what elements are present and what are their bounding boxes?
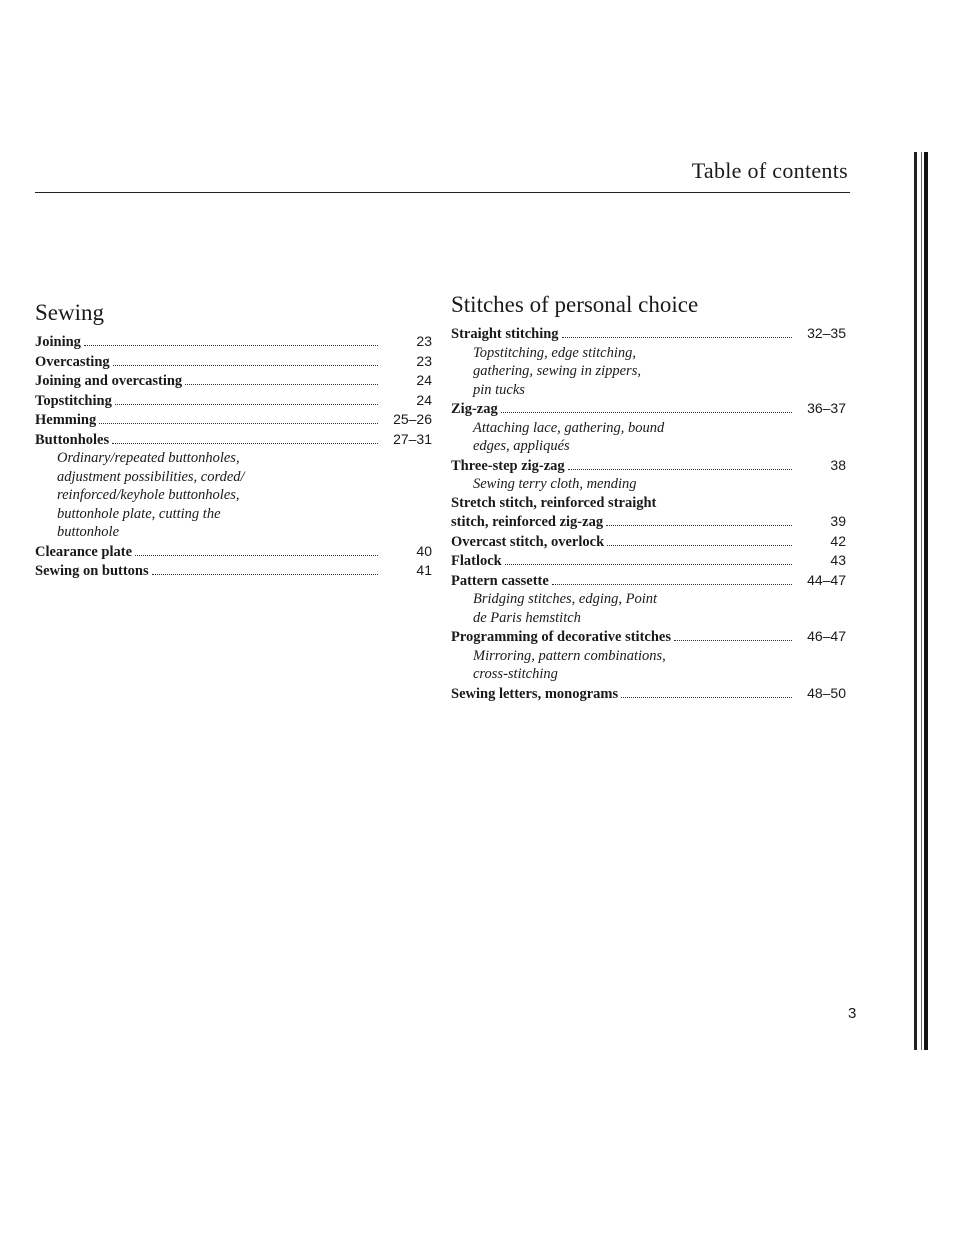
toc-entry-joining-and-overcasting: [35, 371, 432, 391]
toc-entry-topstitching: [35, 391, 432, 411]
toc-entry-hemming: [35, 410, 432, 430]
toc-entry-label: Joining and overcasting: [35, 373, 183, 389]
toc-entry-label: Straight stitching: [451, 326, 559, 342]
toc-entry-label: Hemming: [35, 412, 97, 428]
dot-leader: [552, 584, 792, 585]
toc-entry-page: 32–35: [807, 325, 846, 341]
description-line: Sewing terry cloth, mending: [473, 476, 637, 492]
dot-leader: [621, 697, 792, 698]
toc-entry-pattern-cassette: [451, 571, 846, 591]
toc-entry-page: 44–47: [807, 571, 846, 588]
toc-entry-label: Flatlock: [451, 553, 502, 569]
dot-leader: [505, 564, 792, 565]
dot-leader: [674, 640, 792, 641]
toc-entry-straight-stitching: [451, 324, 846, 344]
toc-entry-page: 38: [830, 456, 846, 473]
toc-entry-label: Zig-zag: [451, 401, 498, 417]
toc-entry-clearance-plate: [35, 542, 432, 562]
toc-entry-page: 23: [416, 352, 432, 369]
description-line: edges, appliqués: [473, 438, 570, 454]
toc-entry-page: 39: [830, 513, 846, 529]
toc-entry-programming-decorative-stitches: [451, 627, 846, 647]
dot-leader: [501, 412, 792, 413]
description-line: Ordinary/repeated buttonholes,: [57, 450, 240, 466]
toc-entry-label: Buttonholes: [35, 431, 110, 448]
dot-leader: [152, 574, 378, 575]
toc-entry-description: [35, 449, 432, 542]
toc-entry-description: [451, 475, 846, 494]
dot-leader: [112, 443, 378, 444]
toc-entry-zig-zag: [451, 399, 846, 419]
toc-entry-label: Three-step zig-zag: [451, 457, 565, 474]
binding-edge: [914, 152, 928, 1050]
dot-leader: [606, 525, 792, 526]
toc-entry-label: Programming of decorative stitches: [451, 629, 671, 645]
toc-entry-description: [451, 344, 846, 400]
dot-leader: [84, 345, 378, 346]
description-line: Topstitching, edge stitching,: [473, 344, 636, 361]
toc-entry-label: Clearance plate: [35, 543, 133, 560]
description-line: gathering, sewing in zippers,: [473, 363, 641, 379]
toc-entry-label: Pattern cassette: [451, 572, 549, 589]
description-line: Mirroring, pattern combinations,: [473, 647, 666, 664]
toc-entry-stretch-stitch: [451, 512, 846, 532]
toc-entry-page: 24: [416, 391, 432, 408]
description-line: pin tucks: [473, 381, 525, 398]
page-title: Table of contents: [691, 158, 848, 183]
toc-entry-label: Overcasting: [35, 353, 110, 370]
toc-entry-page: 27–31: [393, 430, 432, 447]
header-rule: [35, 192, 850, 193]
toc-entry-page: 36–37: [807, 400, 846, 416]
toc-entry-page: 42: [830, 532, 846, 549]
description-line: adjustment possibilities, corded/: [57, 468, 245, 485]
toc-entry-page: 48–50: [807, 684, 846, 701]
toc-entry-label: Sewing on buttons: [35, 563, 149, 579]
toc-entry-page: 40: [416, 542, 432, 559]
page-number: 3: [848, 1005, 857, 1022]
stitches-section: [451, 292, 846, 703]
toc-entry-page: 25–26: [393, 411, 432, 427]
toc-entry-overcast-stitch: [451, 532, 846, 552]
toc-entry-page: 46–47: [807, 628, 846, 644]
section-heading-stitches: Stitches of personal choice: [451, 292, 699, 317]
dot-leader: [135, 555, 378, 556]
dot-leader: [607, 545, 792, 546]
toc-entry-description: [451, 419, 846, 456]
toc-entry-page: 41: [416, 562, 432, 578]
toc-entry-page: 23: [416, 333, 432, 349]
toc-entry-overcasting: [35, 352, 432, 372]
toc-entry-label: Sewing letters, monograms: [451, 685, 619, 702]
toc-entry-label: Joining: [35, 334, 81, 350]
description-line: buttonhole plate, cutting the: [57, 505, 221, 522]
dot-leader: [113, 365, 378, 366]
description-line: Attaching lace, gathering, bound: [473, 419, 665, 436]
sewing-section: [35, 300, 432, 581]
dot-leader: [115, 404, 378, 405]
description-line: cross-stitching: [473, 666, 558, 682]
toc-entry-label: stitch, reinforced zig-zag: [451, 514, 604, 530]
toc-entry-description: [451, 590, 846, 627]
description-line: reinforced/keyhole buttonholes,: [57, 487, 240, 503]
toc-entry-sewing-on-buttons: [35, 561, 432, 581]
toc-entry-three-step-zig-zag: [451, 456, 846, 476]
toc-entry-buttonholes: [35, 430, 432, 450]
description-line: de Paris hemstitch: [473, 609, 581, 626]
toc-entry-joining: [35, 332, 432, 352]
toc-entry-flatlock: [451, 551, 846, 571]
description-line: buttonhole: [57, 524, 120, 540]
section-heading-sewing: Sewing: [35, 300, 104, 325]
toc-entry-description: [451, 647, 846, 684]
dot-leader: [185, 384, 378, 385]
toc-entry-label: Topstitching: [35, 392, 112, 409]
toc-entry-label: Overcast stitch, overlock: [451, 533, 605, 550]
dot-leader: [568, 469, 792, 470]
dot-leader: [99, 423, 378, 424]
toc-entry-page: 43: [830, 552, 846, 568]
toc-entry-label-line: Stretch stitch, reinforced straight: [451, 494, 657, 511]
description-line: Bridging stitches, edging, Point: [473, 591, 658, 607]
dot-leader: [562, 337, 792, 338]
toc-entry-sewing-letters: [451, 684, 846, 704]
toc-entry-page: 24: [416, 372, 432, 388]
